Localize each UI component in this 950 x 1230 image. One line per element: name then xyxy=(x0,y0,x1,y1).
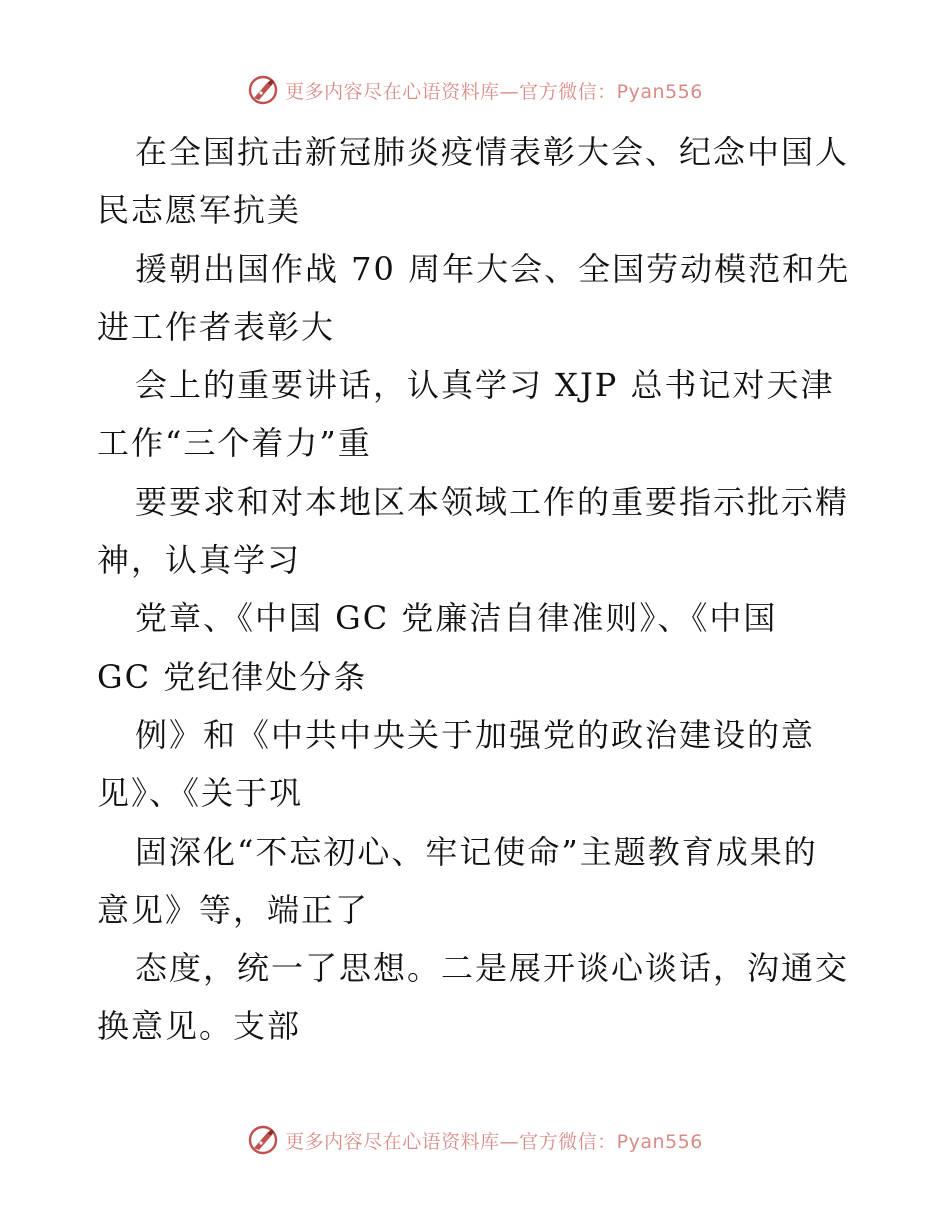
text-line: 见》、《关于巩 xyxy=(97,774,304,813)
text-line: 援朝出国作战 70 周年大会、全国劳动模范和先 xyxy=(135,249,851,288)
header-banner-content xyxy=(247,74,703,106)
text-line: 党章、《中国 GC 党廉洁自律准则》、《中国 xyxy=(135,599,778,638)
pen-nib-circle-icon xyxy=(247,1124,279,1156)
text-line: GC 党纪律处分条 xyxy=(97,657,368,696)
text-line: 神，认真学习 xyxy=(97,541,302,580)
document-body xyxy=(97,123,857,1056)
text-line: 固深化“不忘初心、牢记使命”主题教育成果的 xyxy=(135,832,818,871)
text-line: 意见》等，端正了 xyxy=(97,890,370,929)
text-line: 换意见。支部 xyxy=(97,1007,302,1046)
text-line: 工作“三个着力”重 xyxy=(97,424,372,463)
header-banner xyxy=(0,70,950,110)
text-line: 例》和《中共中央关于加强党的政治建设的意 xyxy=(135,715,816,754)
pen-nib-circle-icon xyxy=(247,74,279,106)
text-line: 要要求和对本地区本领域工作的重要指示批示精 xyxy=(135,482,850,521)
text-line: 进工作者表彰大 xyxy=(97,307,336,346)
text-line: 在全国抗击新冠肺炎疫情表彰大会、纪念中国人 xyxy=(135,133,850,171)
text-line: 民志愿军抗美 xyxy=(97,191,302,230)
text-line: 态度，统一了思想。二是展开谈心谈话，沟通交 xyxy=(135,949,850,988)
footer-banner-text: 更多内容尽在心语资料库—官方微信：Pyan556 xyxy=(285,1130,703,1153)
text-line: 会上的重要讲话，认真学习 XJP 总书记对天津 xyxy=(135,366,835,405)
header-banner-text: 更多内容尽在心语资料库—官方微信：Pyan556 xyxy=(285,80,703,103)
footer-banner-content xyxy=(247,1124,703,1156)
footer-banner xyxy=(0,1120,950,1160)
